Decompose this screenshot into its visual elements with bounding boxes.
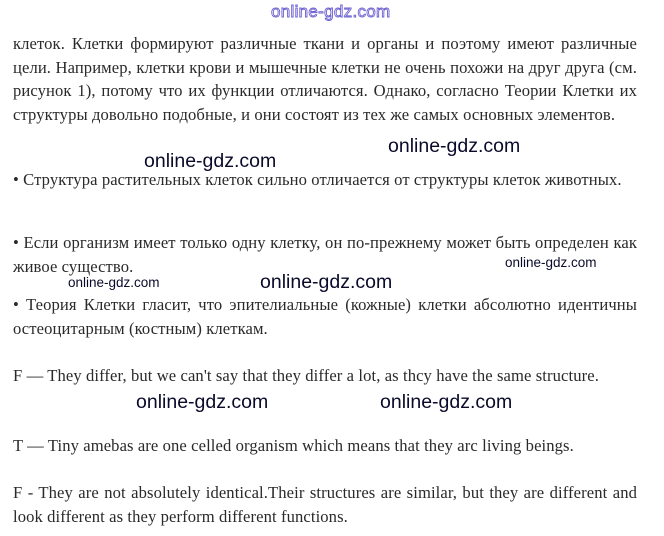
answer-1-paragraph: F — They differ, but we can't say that they differ a lot, as thcy have the same structure. bbox=[13, 366, 599, 385]
watermark: online-gdz.com bbox=[380, 391, 513, 413]
answer-3-paragraph: F - They are not absolutely identical.Their structures are similar, but they are different and look different as they perform different functions. bbox=[13, 483, 637, 526]
intro-paragraph: клеток. Клетки формируют различные ткани и органы и поэтому имеют различные цели. Например, клетки крови и мышечные клетки не очень похожи на друг друга (см. рисунок 1), потому что их функции отличаются. Однако, согласно Теории Клетки их структуры довольно подобные, и они состоят из тех же самых основных элементов. bbox=[13, 34, 637, 124]
answer-2-paragraph: T — Tiny amebas are one celled organism which means that they arc living beings. bbox=[13, 436, 574, 455]
watermark: online-gdz.com bbox=[136, 391, 269, 413]
watermark: online-gdz.com bbox=[68, 275, 160, 290]
watermark: online-gdz.com bbox=[505, 255, 597, 270]
statement-2-paragraph: • Если организм имеет только одну клетку, он по-прежнему может быть определен как живое существо. bbox=[13, 233, 637, 276]
statement-3-paragraph: • Теория Клетки гласит, что эпителиальные (кожные) клетки абсолютно идентичны остеоцитарным (костным) клеткам. bbox=[13, 295, 637, 338]
statement-1-paragraph: • Структура растительных клеток сильно отличается от структуры клеток животных. bbox=[13, 170, 622, 189]
watermark-top: online-gdz.com bbox=[271, 2, 391, 21]
watermark: online-gdz.com bbox=[144, 150, 277, 172]
watermark: online-gdz.com bbox=[260, 271, 393, 293]
watermark: online-gdz.com bbox=[388, 135, 521, 157]
